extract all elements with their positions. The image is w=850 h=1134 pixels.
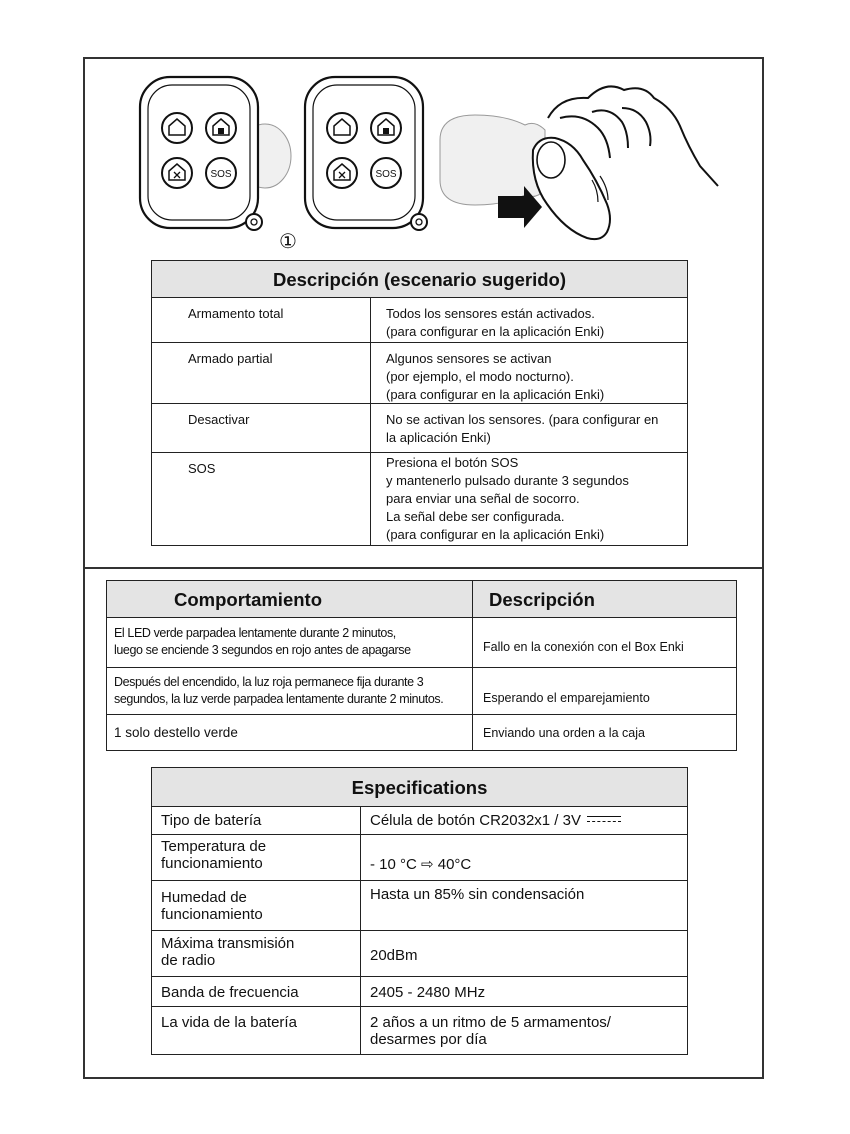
mode-description-table	[151, 260, 688, 546]
spec-value: 2 años a un ritmo de 5 armamentos/ desarmes por día	[370, 1014, 611, 1048]
table-row	[152, 807, 687, 835]
spec-label: Tipo de batería	[161, 812, 262, 829]
sos-label: SOS	[210, 169, 232, 180]
mode-description: No se activan los sensores. (para configurar en la aplicación Enki)	[386, 412, 659, 445]
mode-label: SOS	[188, 461, 216, 476]
behavior-text: Después del encendido, la luz roja permanece fija durante 3 segundos, la luz verde parpadea lentamente durante 2 minutos.	[114, 675, 444, 706]
table-row	[152, 835, 687, 881]
hand-icon	[533, 86, 718, 239]
table-row	[107, 618, 736, 668]
table-row	[107, 668, 736, 715]
specifications-title: Especifications	[152, 768, 687, 807]
battery-type-text: Célula de botón CR2032x1 / 3V	[370, 812, 581, 829]
behavior-text: 1 solo destello verde	[114, 725, 238, 740]
battery-disc-2	[440, 115, 545, 205]
svg-text:SOS: SOS	[375, 169, 397, 180]
spec-value	[370, 812, 685, 829]
dc-symbol-icon	[587, 816, 621, 824]
remote-1	[140, 77, 262, 230]
behavior-description: Fallo en la conexión con el Box Enki	[483, 640, 684, 654]
table-row	[152, 404, 687, 453]
behavior-text: El LED verde parpadea lentamente durante 2 minutos, luego se enciende 3 segundos en rojo antes de apagarse	[114, 626, 411, 657]
remote-battery-illustration	[130, 62, 720, 252]
spec-value: Hasta un 85% sin condensación	[370, 886, 585, 903]
mode-description: Todos los sensores están activados. (para configurar en la aplicación Enki)	[386, 306, 605, 339]
spec-label: Máxima transmisión de radio	[161, 935, 295, 969]
step-marker: ①	[279, 229, 297, 253]
description-column-header: Descripción	[489, 589, 595, 610]
spec-value: 20dBm	[370, 947, 418, 964]
table-row	[152, 343, 687, 404]
behavior-description: Enviando una orden a la caja	[483, 726, 645, 740]
spec-label: Banda de frecuencia	[161, 984, 299, 1001]
table-row	[152, 1007, 687, 1054]
table-row	[152, 881, 687, 931]
mode-table-title: Descripción (escenario sugerido)	[152, 261, 687, 298]
spec-value: 2405 - 2480 MHz	[370, 984, 486, 1001]
table-row	[152, 931, 687, 977]
mode-label: Armado partial	[188, 351, 273, 366]
behavior-column-header: Comportamiento	[174, 589, 322, 610]
spec-label: La vida de la batería	[161, 1014, 297, 1031]
mode-label: Armamento total	[188, 306, 284, 321]
spec-label: Humedad de funcionamiento	[161, 889, 263, 923]
section-divider	[83, 567, 764, 569]
table-row	[107, 715, 736, 750]
mode-description: Presiona el botón SOS y mantenerlo pulsado durante 3 segundos para enviar una señal de socorro. La señal debe ser configurada. (para configurar en la aplicación Enki)	[386, 455, 629, 542]
behavior-table	[106, 580, 737, 751]
table-row	[152, 298, 687, 343]
table-row	[152, 453, 687, 546]
spec-label: Temperatura de funcionamiento	[161, 838, 267, 872]
mode-description: Algunos sensores se activan (por ejemplo, el modo nocturno). (para configurar en la aplicación Enki)	[386, 351, 605, 402]
specifications-table	[151, 767, 688, 1055]
mode-label: Desactivar	[188, 412, 250, 427]
behavior-description: Esperando el emparejamiento	[483, 691, 650, 705]
remote-2	[305, 77, 427, 230]
behavior-table-header	[107, 581, 736, 618]
spec-value: - 10 °C ⇨ 40°C	[370, 856, 472, 873]
table-row	[152, 977, 687, 1007]
